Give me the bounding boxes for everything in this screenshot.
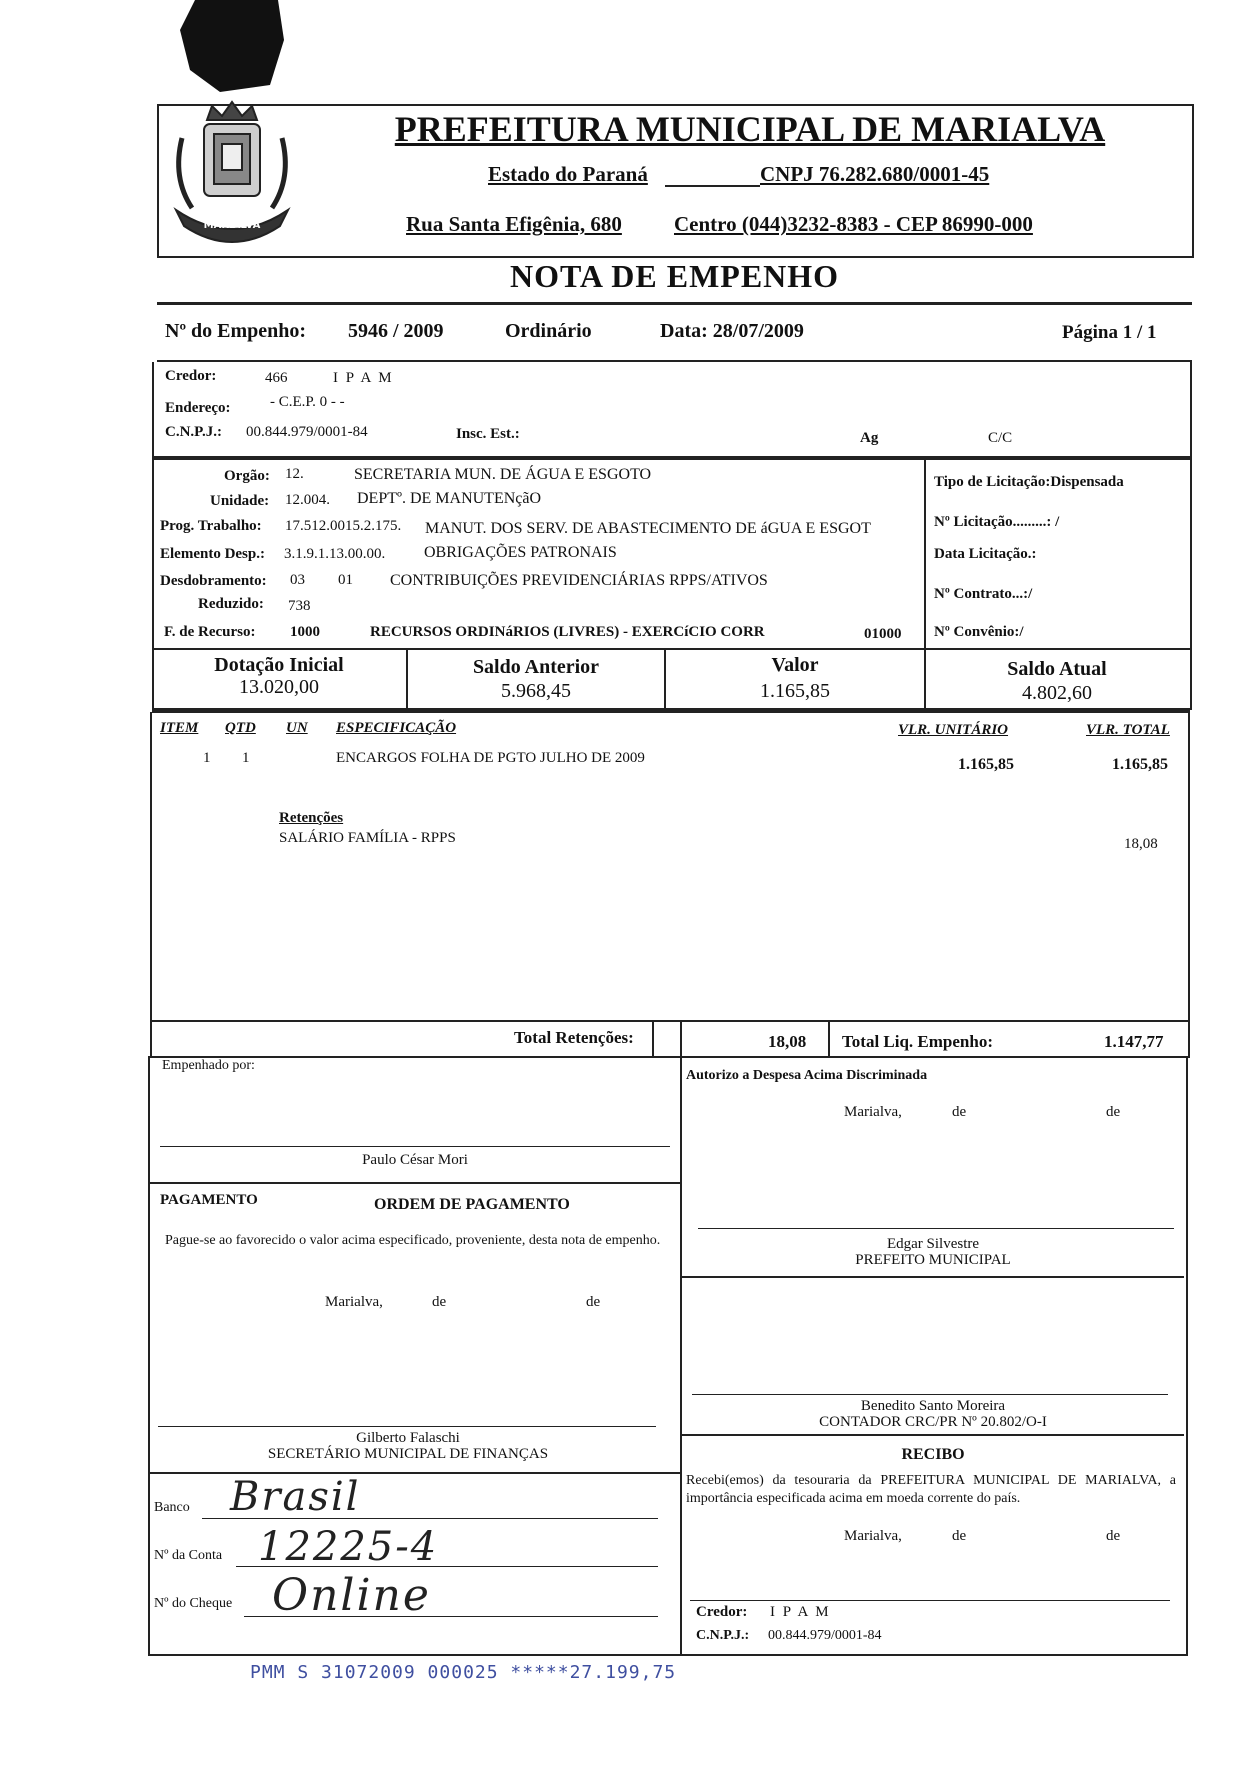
page-number: Página 1 / 1 bbox=[1062, 322, 1157, 343]
desdobramento-a: 03 bbox=[290, 572, 305, 588]
autorizo-city: Marialva, bbox=[844, 1104, 902, 1120]
valor-value: 1.165,85 bbox=[760, 680, 830, 702]
empenho-date: Data: 28/07/2009 bbox=[660, 320, 804, 342]
saldo-atual-value: 4.802,60 bbox=[1022, 682, 1092, 704]
retencoes-title: Retenções bbox=[279, 810, 344, 826]
empenho-type: Ordinário bbox=[505, 320, 592, 342]
ag-label: Ag bbox=[860, 430, 879, 446]
desdobramento-desc: CONTRIBUIÇÕES PREVIDENCIÁRIAS RPPS/ATIVOS bbox=[390, 572, 768, 589]
cc-label: C/C bbox=[988, 430, 1013, 446]
empenhado-label: Empenhado por: bbox=[162, 1058, 255, 1073]
recibo-cnpj-value: 00.844.979/0001-84 bbox=[768, 1628, 882, 1643]
desdobramento-label: Desdobramento: bbox=[160, 573, 267, 589]
payment-stamp: PMM S 31072009 000025 *****27.199,75 bbox=[250, 1662, 677, 1683]
recibo-de-1: de bbox=[952, 1528, 967, 1544]
document-title: NOTA DE EMPENHO bbox=[509, 258, 840, 294]
prog-desc: MANUT. DOS SERV. DE ABASTECIMENTO DE áGUA E ESGOT bbox=[425, 520, 871, 537]
total-liq-label: Total Liq. Empenho: bbox=[842, 1032, 993, 1051]
tipo-licitacao: Tipo de Licitação:Dispensada bbox=[934, 474, 1124, 490]
numero-contrato: Nº Contrato...:/ bbox=[934, 586, 1033, 602]
header-state: Estado do Paraná bbox=[488, 162, 648, 186]
total-retencoes-label: Total Retenções: bbox=[514, 1028, 634, 1047]
endereco-label: Endereço: bbox=[165, 400, 231, 416]
pagamento-text: Pague-se ao favorecido o valor acima especificado, proveniente, desta nota de empenho. bbox=[165, 1233, 661, 1248]
endereco-value: - C.E.P. 0 - - bbox=[270, 394, 345, 410]
secretario-role: SECRETÁRIO MUNICIPAL DE FINANÇAS bbox=[267, 1446, 549, 1462]
contador-name: Benedito Santo Moreira bbox=[860, 1398, 1006, 1414]
totals-box bbox=[150, 1020, 1190, 1058]
reduzido-value: 738 bbox=[288, 598, 311, 614]
col-un: UN bbox=[286, 720, 308, 736]
empenhado-name: Paulo César Mori bbox=[362, 1152, 468, 1168]
header-contact: Centro (044)3232-8383 - CEP 86990-000 bbox=[674, 212, 1033, 236]
pagamento-city: Marialva, bbox=[325, 1294, 383, 1310]
recibo-text: Recebi(emos) da tesouraria da PREFEITURA MUNICIPAL DE MARIALVA, a importância especificada acima em moeda corrente do país. bbox=[686, 1473, 1176, 1506]
numero-licitacao: Nº Licitação.........: / bbox=[934, 514, 1060, 530]
recurso-desc: RECURSOS ORDINáRIOS (LIVRES) - EXERCíCIO CORR bbox=[370, 624, 765, 640]
cheque-label: Nº do Cheque bbox=[154, 1596, 233, 1611]
saldo-atual-label: Saldo Atual bbox=[1007, 658, 1107, 680]
recurso-code: 1000 bbox=[290, 624, 320, 640]
credor-name: I P A M bbox=[333, 370, 394, 386]
unidade-code: 12.004. bbox=[285, 492, 330, 508]
col-especificacao: ESPECIFICAÇÃO bbox=[336, 720, 457, 736]
autorizo-de-1: de bbox=[952, 1104, 967, 1120]
secretario-name: Gilberto Falaschi bbox=[356, 1430, 460, 1446]
row-item: 1 bbox=[203, 750, 211, 766]
banco-label: Banco bbox=[154, 1500, 190, 1515]
page-title: PREFEITURA MUNICIPAL DE MARIALVA bbox=[394, 109, 1106, 149]
items-box bbox=[150, 712, 1190, 1020]
numero-convenio: Nº Convênio:/ bbox=[934, 624, 1024, 640]
pagamento-de-2: de bbox=[586, 1294, 601, 1310]
recibo-city: Marialva, bbox=[844, 1528, 902, 1544]
data-licitacao: Data Licitação.: bbox=[934, 546, 1037, 562]
total-liq-value: 1.147,77 bbox=[1104, 1032, 1164, 1051]
prefeito-name: Edgar Silvestre bbox=[886, 1236, 980, 1252]
recibo-credor-value: I P A M bbox=[770, 1604, 831, 1620]
orgao-desc: SECRETARIA MUN. DE ÁGUA E ESGOTO bbox=[354, 466, 652, 483]
orgao-label: Orgão: bbox=[224, 468, 270, 484]
header-cnpj: CNPJ 76.282.680/0001-45 bbox=[760, 162, 990, 186]
recibo-de-2: de bbox=[1106, 1528, 1121, 1544]
prog-code: 17.512.0015.2.175. bbox=[285, 518, 402, 534]
col-vlr-total: VLR. TOTAL bbox=[1086, 722, 1170, 738]
recurso-num: 01000 bbox=[864, 626, 902, 642]
col-qtd: QTD bbox=[225, 720, 256, 736]
pagamento-de-1: de bbox=[432, 1294, 447, 1310]
conta-label: Nº da Conta bbox=[154, 1548, 223, 1563]
dotacao-inicial-value: 13.020,00 bbox=[239, 676, 319, 698]
col-item: ITEM bbox=[160, 720, 199, 736]
conta-value: 12225-4 bbox=[258, 1524, 439, 1570]
unidade-label: Unidade: bbox=[210, 493, 270, 509]
recurso-label: F. de Recurso: bbox=[164, 624, 256, 640]
recibo-cnpj-label: C.N.P.J.: bbox=[696, 1628, 750, 1643]
empenho-number-label: Nº do Empenho: bbox=[165, 320, 307, 342]
elemento-code: 3.1.9.1.13.00.00. bbox=[284, 546, 386, 562]
total-retencoes-value: 18,08 bbox=[768, 1032, 807, 1051]
prefeito-role: PREFEITO MUNICIPAL bbox=[855, 1252, 1011, 1268]
credor-cnpj-label: C.N.P.J.: bbox=[165, 424, 222, 440]
desdobramento-b: 01 bbox=[338, 572, 353, 588]
credor-label: Credor: bbox=[165, 368, 217, 384]
row-qtd: 1 bbox=[242, 750, 250, 766]
recibo-credor-label: Credor: bbox=[696, 1604, 748, 1620]
header-address: Rua Santa Efigênia, 680 bbox=[406, 212, 622, 236]
valor-label: Valor bbox=[771, 654, 819, 676]
autorizo-label: Autorizo a Despesa Acima Discriminada bbox=[686, 1068, 928, 1083]
banco-value: Brasil bbox=[230, 1474, 361, 1520]
empenho-number: 5946 / 2009 bbox=[348, 320, 444, 342]
dotacao-inicial-label: Dotação Inicial bbox=[214, 654, 344, 676]
cheque-value: Online bbox=[272, 1570, 431, 1621]
unidade-desc: DEPTº. DE MANUTENçãO bbox=[357, 490, 542, 507]
reduzido-label: Reduzido: bbox=[198, 596, 264, 612]
elemento-label: Elemento Desp.: bbox=[160, 546, 265, 562]
scan-corner-mark bbox=[160, 0, 290, 100]
prog-label: Prog. Trabalho: bbox=[160, 518, 262, 534]
insc-est-label: Insc. Est.: bbox=[456, 426, 520, 442]
saldo-anterior-label: Saldo Anterior bbox=[472, 656, 600, 678]
retencao-value: 18,08 bbox=[1124, 836, 1158, 852]
row-especificacao: ENCARGOS FOLHA DE PGTO JULHO DE 2009 bbox=[336, 750, 645, 766]
autorizo-de-2: de bbox=[1106, 1104, 1121, 1120]
col-vlr-unitario: VLR. UNITÁRIO bbox=[898, 722, 1009, 738]
seal-text: MARIALVA bbox=[203, 220, 261, 231]
credor-code: 466 bbox=[265, 370, 288, 386]
saldo-anterior-value: 5.968,45 bbox=[501, 680, 571, 702]
orgao-code: 12. bbox=[285, 466, 304, 482]
row-vlr-unitario: 1.165,85 bbox=[958, 756, 1014, 773]
recibo-title: RECIBO bbox=[901, 1446, 965, 1463]
pagamento-label: PAGAMENTO bbox=[160, 1192, 258, 1208]
elemento-desc: OBRIGAÇÕES PATRONAIS bbox=[424, 544, 617, 561]
row-vlr-total: 1.165,85 bbox=[1112, 756, 1168, 773]
credor-cnpj-value: 00.844.979/0001-84 bbox=[246, 424, 368, 440]
contador-role: CONTADOR CRC/PR Nº 20.802/O-I bbox=[819, 1414, 1047, 1430]
ordem-pagamento: ORDEM DE PAGAMENTO bbox=[374, 1196, 570, 1213]
municipal-coat-of-arms-icon bbox=[162, 98, 302, 248]
retencao-item: SALÁRIO FAMÍLIA - RPPS bbox=[279, 830, 456, 846]
